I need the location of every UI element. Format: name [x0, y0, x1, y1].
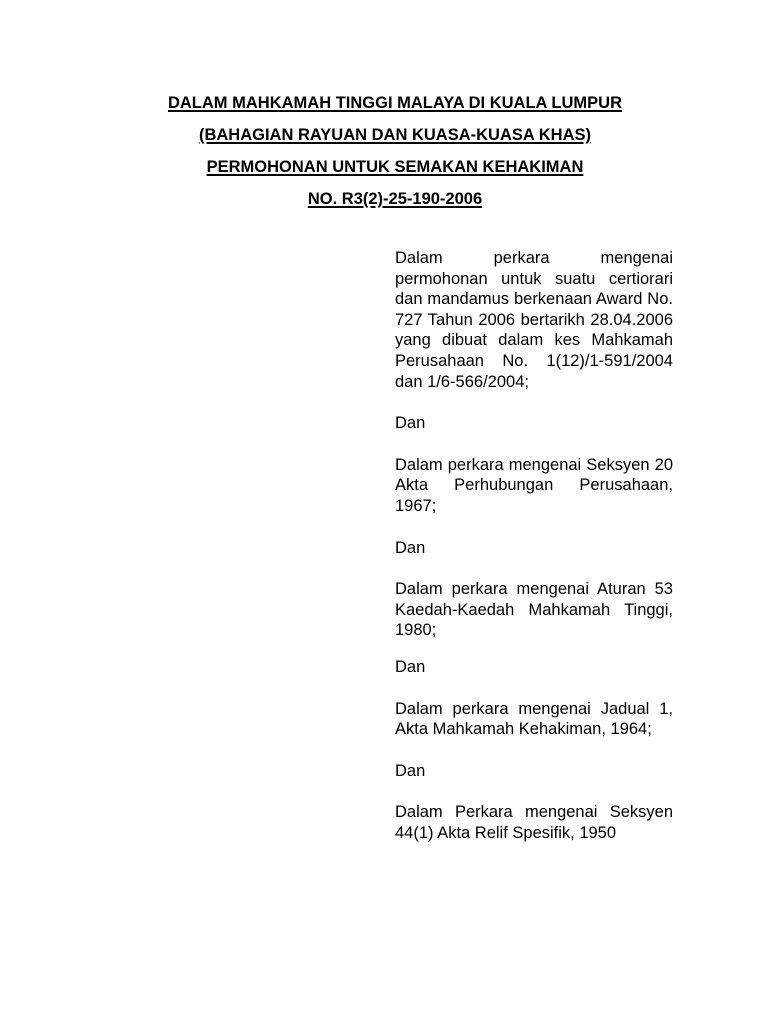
matter-paragraph: Dalam perkara mengenai Aturan 53 Kaedah-Kaedah Mahkamah Tinggi, 1980;	[395, 580, 673, 640]
connector-dan: Dan	[395, 414, 426, 433]
court-title: DALAM MAHKAMAH TINGGI MALAYA DI KUALA LUMPUR	[167, 94, 623, 112]
matters-block	[395, 248, 673, 843]
case-number: NO. R3(2)-25-190-2006	[307, 190, 483, 208]
application-title: PERMOHONAN UNTUK SEMAKAN KEHAKIMAN	[206, 158, 584, 176]
matter-paragraph: Dalam Perkara mengenai Seksyen 44(1) Akta Relif Spesifik, 1950	[395, 803, 673, 842]
connector-dan: Dan	[395, 761, 426, 780]
connector-dan: Dan	[395, 657, 426, 676]
case-heading	[0, 92, 768, 220]
connector-dan: Dan	[395, 538, 426, 557]
matter-paragraph: Dalam perkara mengenai Jadual 1, Akta Mahkamah Kehakiman, 1964;	[395, 699, 673, 739]
matter-paragraph: Dalam perkara mengenai Seksyen 20 Akta Perhubungan Perusahaan, 1967;	[395, 455, 673, 515]
division-title: (BAHAGIAN RAYUAN DAN KUASA-KUASA KHAS)	[198, 126, 592, 144]
matter-paragraph: Dalam perkara mengenai permohonan untuk suatu certiorari dan mandamus berkenaan Award No. 727 Tahun 2006 bertarikh 28.04.2006 yang dibuat dalam kes Mahkamah Perusahaan No. 1(12)/1-591/2004 dan 1/6-566/2004;	[395, 249, 673, 391]
